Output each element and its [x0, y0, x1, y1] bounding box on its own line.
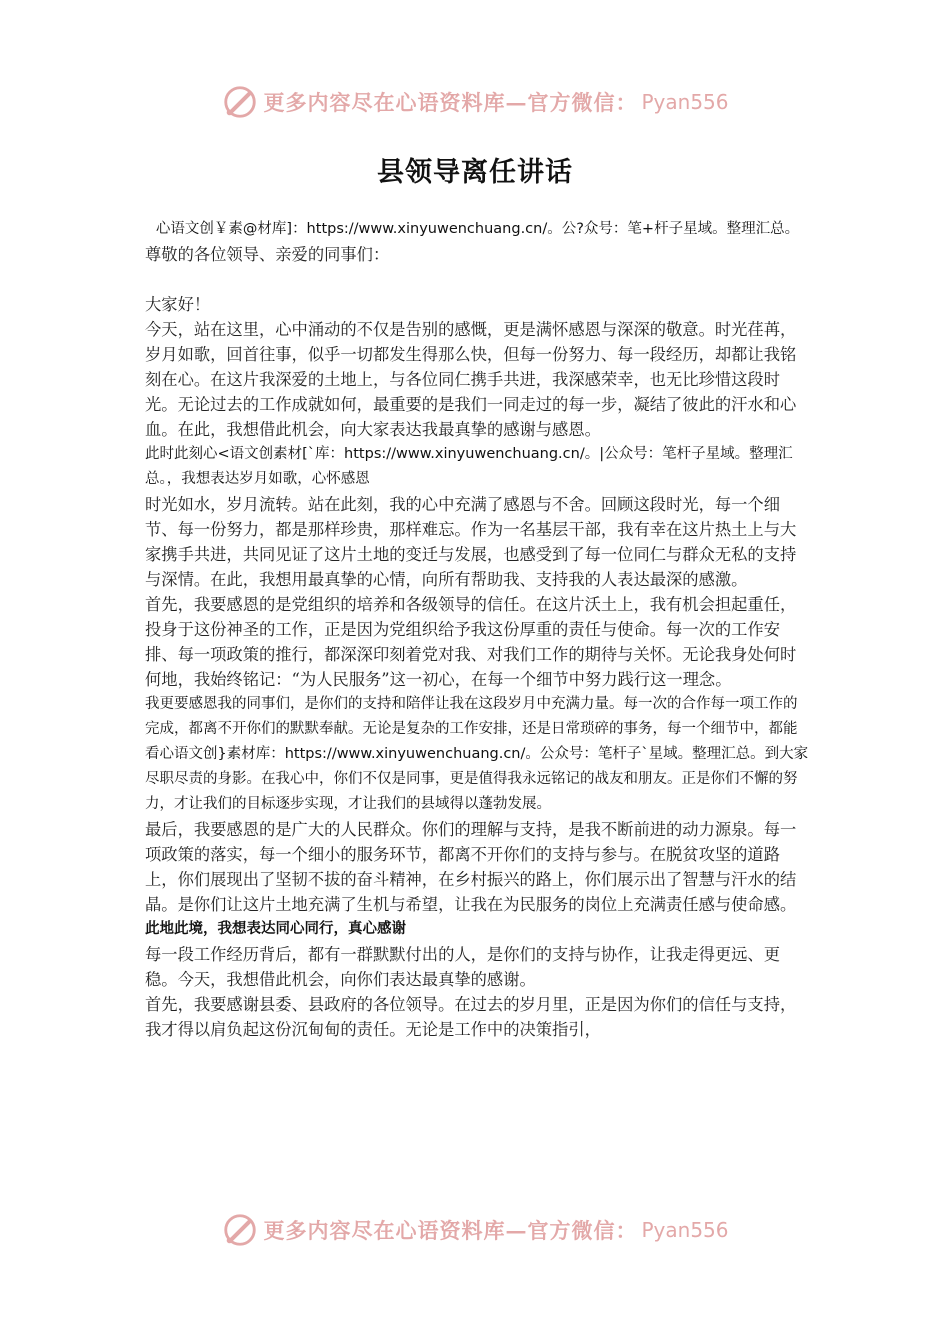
source-watermark: 心语文创￥素@材库]：https://www.xinyuwenchuang.cn/。公?众号：笔+杆子星域。整理汇总。 [155, 221, 800, 237]
greeting: 大家好！ [145, 295, 211, 314]
watermark-line: 此时此刻心<语文创素材[`库：https://www.xinyuwenchuang.cn/。|公众号：笔杆子星域。整理汇总。，我想表达岁月如歌，心怀感恩 [145, 446, 793, 487]
salutation: 尊敬的各位领导、亲爱的同事们： [145, 245, 390, 264]
paragraph-3: 首先，我要感恩的是党组织的培养和各级领导的信任。在这片沃土上，我有机会担起重任，投身于这份神圣的工作，正是因为党组织给予我这份厚重的责任与使命。每一次的工作安排、每一项政策的推行，都深深印刻着党对我、对我们工作的期待与关怀。无论我身处何时何地，我始终铭记：“为人民服务”这一初心，在每一个细节中努力践行这一理念。 [145, 595, 797, 689]
paragraph-1: 今天，站在这里，心中涌动的不仅是告别的感慨，更是满怀感恩与深深的敬意。时光荏苒，岁月如歌，回首往事，似乎一切都发生得那么快，但每一份努力、每一段经历，却都让我铭刻在心。在这片我深爱的土地上，与各位同仁携手共进，我深感荣幸，也无比珍惜这段时光。无论过去的工作成就如何，最重要的是我们一同走过的每一步，凝结了彼此的汗水和心血。在此，我想借此机会，向大家表达我最真挚的感谢与感恩。 [145, 320, 797, 439]
header-banner [0, 82, 950, 122]
brush-logo-icon [221, 83, 259, 121]
brush-logo-icon [221, 1211, 259, 1249]
spacer [145, 267, 810, 292]
banner-wechat-id: Pyan556 [641, 1218, 729, 1242]
footer-banner [0, 1210, 950, 1250]
document-body [145, 217, 810, 1042]
banner-text: 更多内容尽在心语资料库—官方微信： [263, 1218, 638, 1243]
paragraph-5: 最后，我要感恩的是广大的人民群众。你们的理解与支持，是我不断前进的动力源泉。每一项政策的落实，每一个细小的服务环节，都离不开你们的支持与参与。在脱贫攻坚的道路上，你们展现出了坚韧不拔的奋斗精神，在乡村振兴的路上，你们展示出了智慧与汗水的结晶。是你们让这片土地充满了生机与希望，让我在为民服务的岗位上充满责任感与使命感。 [145, 820, 797, 914]
paragraph-2: 时光如水，岁月流转。站在此刻，我的心中充满了感恩与不舍。回顾这段时光，每一个细节、每一份努力，都是那样珍贵，那样难忘。作为一名基层干部，我有幸在这片热土上与大家携手共进，共同见证了这片土地的变迁与发展，也感受到了每一位同仁与群众无私的支持与深情。在此，我想用最真挚的心情，向所有帮助我、支持我的人表达最深的感激。 [145, 495, 797, 589]
banner-wechat-id: Pyan556 [641, 90, 729, 114]
section-heading: 此地此境，我想表达同心同行，真心感谢 [145, 921, 406, 937]
paragraph-6: 每一段工作经历背后，都有一群默默付出的人，是你们的支持与协作，让我走得更远、更稳。今天，我想借此机会，向你们表达最真挚的感谢。 [145, 945, 780, 989]
document-title: 县领导离任讲话 [377, 157, 573, 188]
banner-text: 更多内容尽在心语资料库—官方微信： [263, 90, 638, 115]
paragraph-7: 首先，我要感谢县委、县政府的各位领导。在过去的岁月里，正是因为你们的信任与支持，我才得以肩负起这份沉甸甸的责任。无论是工作中的决策指引， [145, 995, 797, 1039]
paragraph-4: 我更要感恩我的同事们，是你们的支持和陪伴让我在这段岁月中充满力量。每一次的合作每一项工作的完成，都离不开你们的默默奉献。无论是复杂的工作安排，还是日常琐碎的事务，每一个细节中，都能看心语文创}素材库：https://www.xinyuwenchuang.cn/。公众号：笔杆子`星域。整理汇总。到大家尽职尽责的身影。在我心中，你们不仅是同事，更是值得我永远铭记的战友和朋友。正是你们不懈的努力，才让我们的目标逐步实现，才让我们的县域得以蓬勃发展。 [145, 696, 809, 812]
